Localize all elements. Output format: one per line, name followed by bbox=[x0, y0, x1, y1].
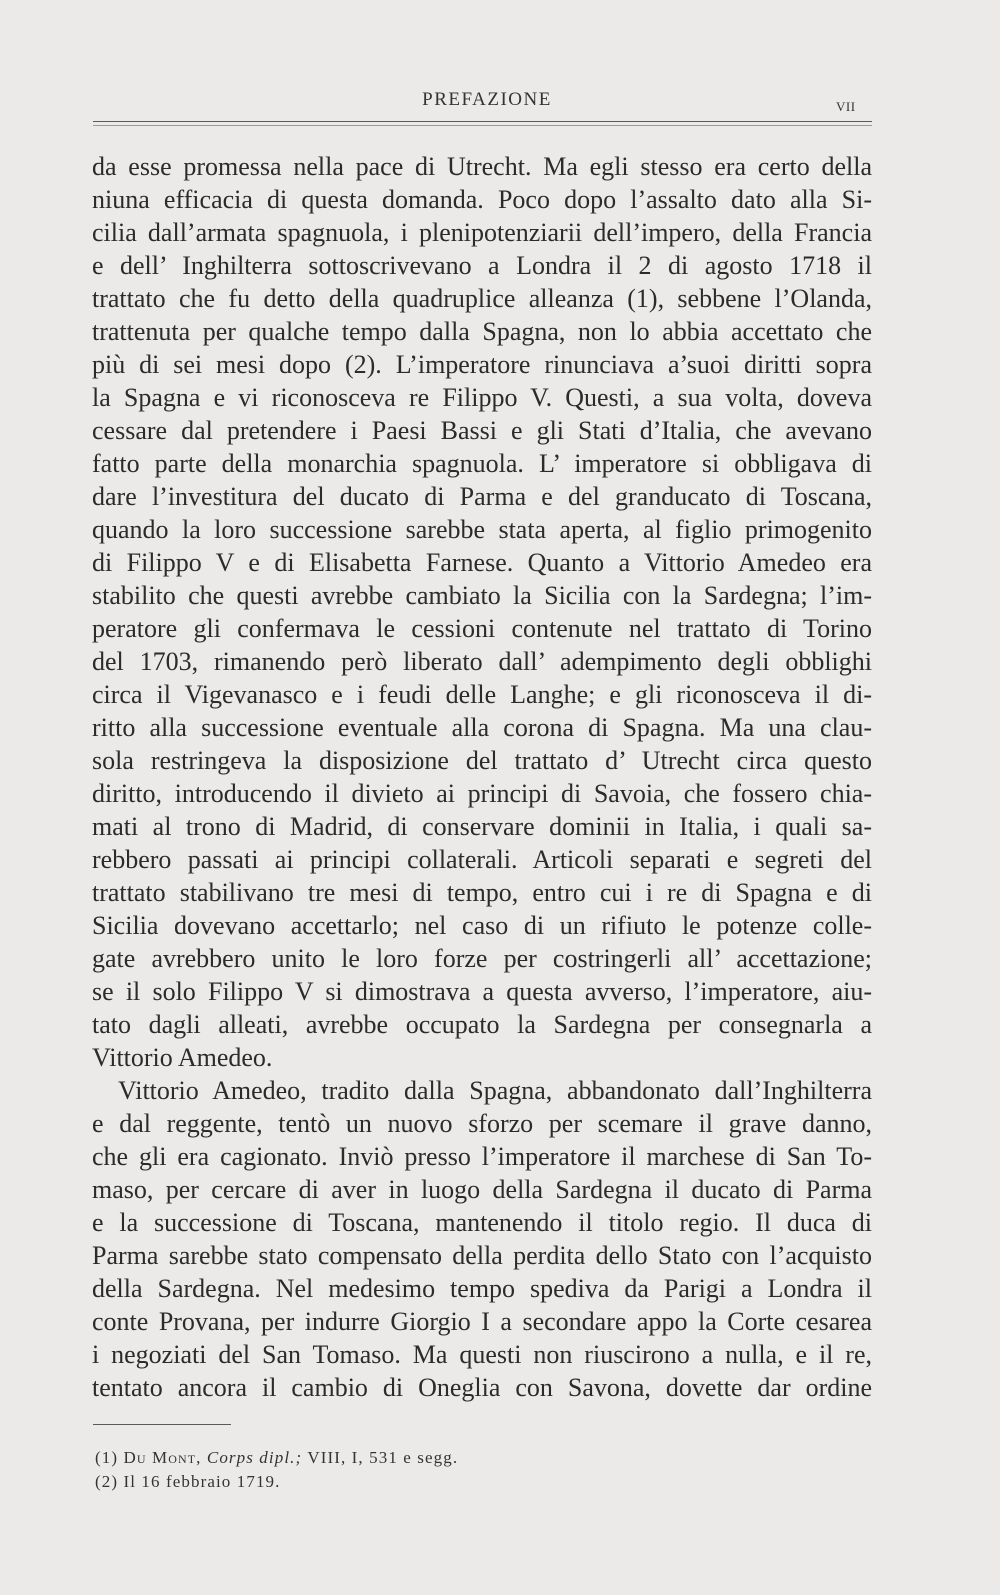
text-line: più di sei mesi dopo (2). L’imperatore rinunciava a’suoi diritti sopra bbox=[92, 350, 872, 379]
text-line: conte Provana, per indurre Giorgio I a secondare appo la Corte cesarea bbox=[92, 1307, 872, 1336]
footnote-text: Il 16 febbraio 1719. bbox=[123, 1472, 281, 1491]
text-line: stabilito che questi avrebbe cambiato la Sicilia con la Sardegna; l’im- bbox=[92, 581, 872, 610]
text-line: dare l’investitura del ducato di Parma e del granducato di Toscana, bbox=[92, 482, 872, 511]
text-line: cilia dall’armata spagnuola, i plenipotenziarii dell’impero, della Francia bbox=[92, 218, 872, 247]
text-line: quando la loro successione sarebbe stata aperta, al figlio primogenito bbox=[92, 515, 872, 544]
text-line: Sicilia dovevano accettarlo; nel caso di un rifiuto le potenze colle- bbox=[92, 911, 872, 940]
text-line: e la successione di Toscana, mantenendo il titolo regio. Il duca di bbox=[92, 1208, 872, 1237]
text-line: Vittorio Amedeo. bbox=[92, 1043, 273, 1072]
text-line: rebbero passati ai principi collaterali. Articoli separati e segreti del bbox=[92, 845, 872, 874]
text-line: gate avrebbero unito le loro forze per costringerli all’ accettazione; bbox=[92, 944, 872, 973]
text-line: da esse promessa nella pace di Utrecht. Ma egli stesso era certo della bbox=[92, 152, 872, 181]
body-text bbox=[92, 150, 872, 1404]
header-rule-secondary bbox=[93, 125, 872, 126]
text-line: trattenuta per qualche tempo dalla Spagna, non lo abbia accettato che bbox=[92, 317, 872, 346]
text-line: ritto alla successione eventuale alla corona di Spagna. Ma una clau- bbox=[92, 713, 872, 742]
text-line: tato dagli alleati, avrebbe occupato la Sardegna per consegnarla a bbox=[92, 1010, 872, 1039]
text-line: trattato che fu detto della quadruplice alleanza (1), sebbene l’Olanda, bbox=[92, 284, 872, 313]
text-line: fatto parte della monarchia spagnuola. L’ imperatore si obbligava di bbox=[92, 449, 872, 478]
text-line: peratore gli confermava le cessioni contenute nel trattato di Torino bbox=[92, 614, 872, 643]
footnote-reference: VIII, I, 531 e segg. bbox=[307, 1448, 459, 1467]
footnote-2 bbox=[95, 1471, 281, 1493]
text-line: la Spagna e vi riconosceva re Filippo V. Questi, a sua volta, doveva bbox=[92, 383, 872, 412]
page-number: VII bbox=[836, 99, 856, 114]
footnote-1 bbox=[95, 1447, 458, 1469]
text-line: trattato stabilivano tre mesi di tempo, entro cui i re di Spagna e di bbox=[92, 878, 872, 907]
text-line: della Sardegna. Nel medesimo tempo spediva da Parigi a Londra il bbox=[92, 1274, 872, 1303]
text-line: Parma sarebbe stato compensato della perdita dello Stato con l’acquisto bbox=[92, 1241, 872, 1270]
text-line: mati al trono di Madrid, di conservare dominii in Italia, i quali sa- bbox=[92, 812, 872, 841]
text-line: maso, per cercare di aver in luogo della Sardegna il ducato di Parma bbox=[92, 1175, 872, 1204]
running-title: PREFAZIONE bbox=[422, 89, 552, 110]
text-line: sola restringeva la disposizione del trattato d’ Utrecht circa questo bbox=[92, 746, 872, 775]
text-line: circa il Vigevanasco e i feudi delle Langhe; e gli riconosceva il di- bbox=[92, 680, 872, 709]
footnote-author: Du Mont, bbox=[123, 1448, 202, 1467]
text-line: Vittorio Amedeo, tradito dalla Spagna, abbandonato dall’Inghilterra bbox=[118, 1076, 872, 1105]
text-line: e dal reggente, tentò un nuovo sforzo per scemare il grave danno, bbox=[92, 1109, 872, 1138]
text-line: niuna efficacia di questa domanda. Poco dopo l’assalto dato alla Si- bbox=[92, 185, 872, 214]
footnote-marker: (2) bbox=[95, 1472, 119, 1491]
text-line: diritto, introducendo il divieto ai principi di Savoia, che fossero chia- bbox=[92, 779, 872, 808]
text-line: di Filippo V e di Elisabetta Farnese. Quanto a Vittorio Amedeo era bbox=[92, 548, 872, 577]
text-line: i negoziati del San Tomaso. Ma questi non riuscirono a nulla, e il re, bbox=[92, 1340, 872, 1369]
text-line: se il solo Filippo V si dimostrava a questa avverso, l’imperatore, aiu- bbox=[92, 977, 872, 1006]
text-line: tentato ancora il cambio di Oneglia con Savona, dovette dar ordine bbox=[92, 1373, 872, 1402]
header-rule bbox=[93, 121, 872, 122]
text-line: che gli era cagionato. Inviò presso l’imperatore il marchese di San To- bbox=[92, 1142, 872, 1171]
text-line: e dell’ Inghilterra sottoscrivevano a Londra il 2 di agosto 1718 il bbox=[92, 251, 872, 280]
text-line: cessare dal pretendere i Paesi Bassi e gli Stati d’Italia, che avevano bbox=[92, 416, 872, 445]
footnote-work-title: Corps dipl.; bbox=[206, 1448, 303, 1467]
text-line: del 1703, rimanendo però liberato dall’ adempimento degli obblighi bbox=[92, 647, 872, 676]
footnote-rule bbox=[93, 1424, 231, 1425]
footnote-marker: (1) bbox=[95, 1448, 119, 1467]
